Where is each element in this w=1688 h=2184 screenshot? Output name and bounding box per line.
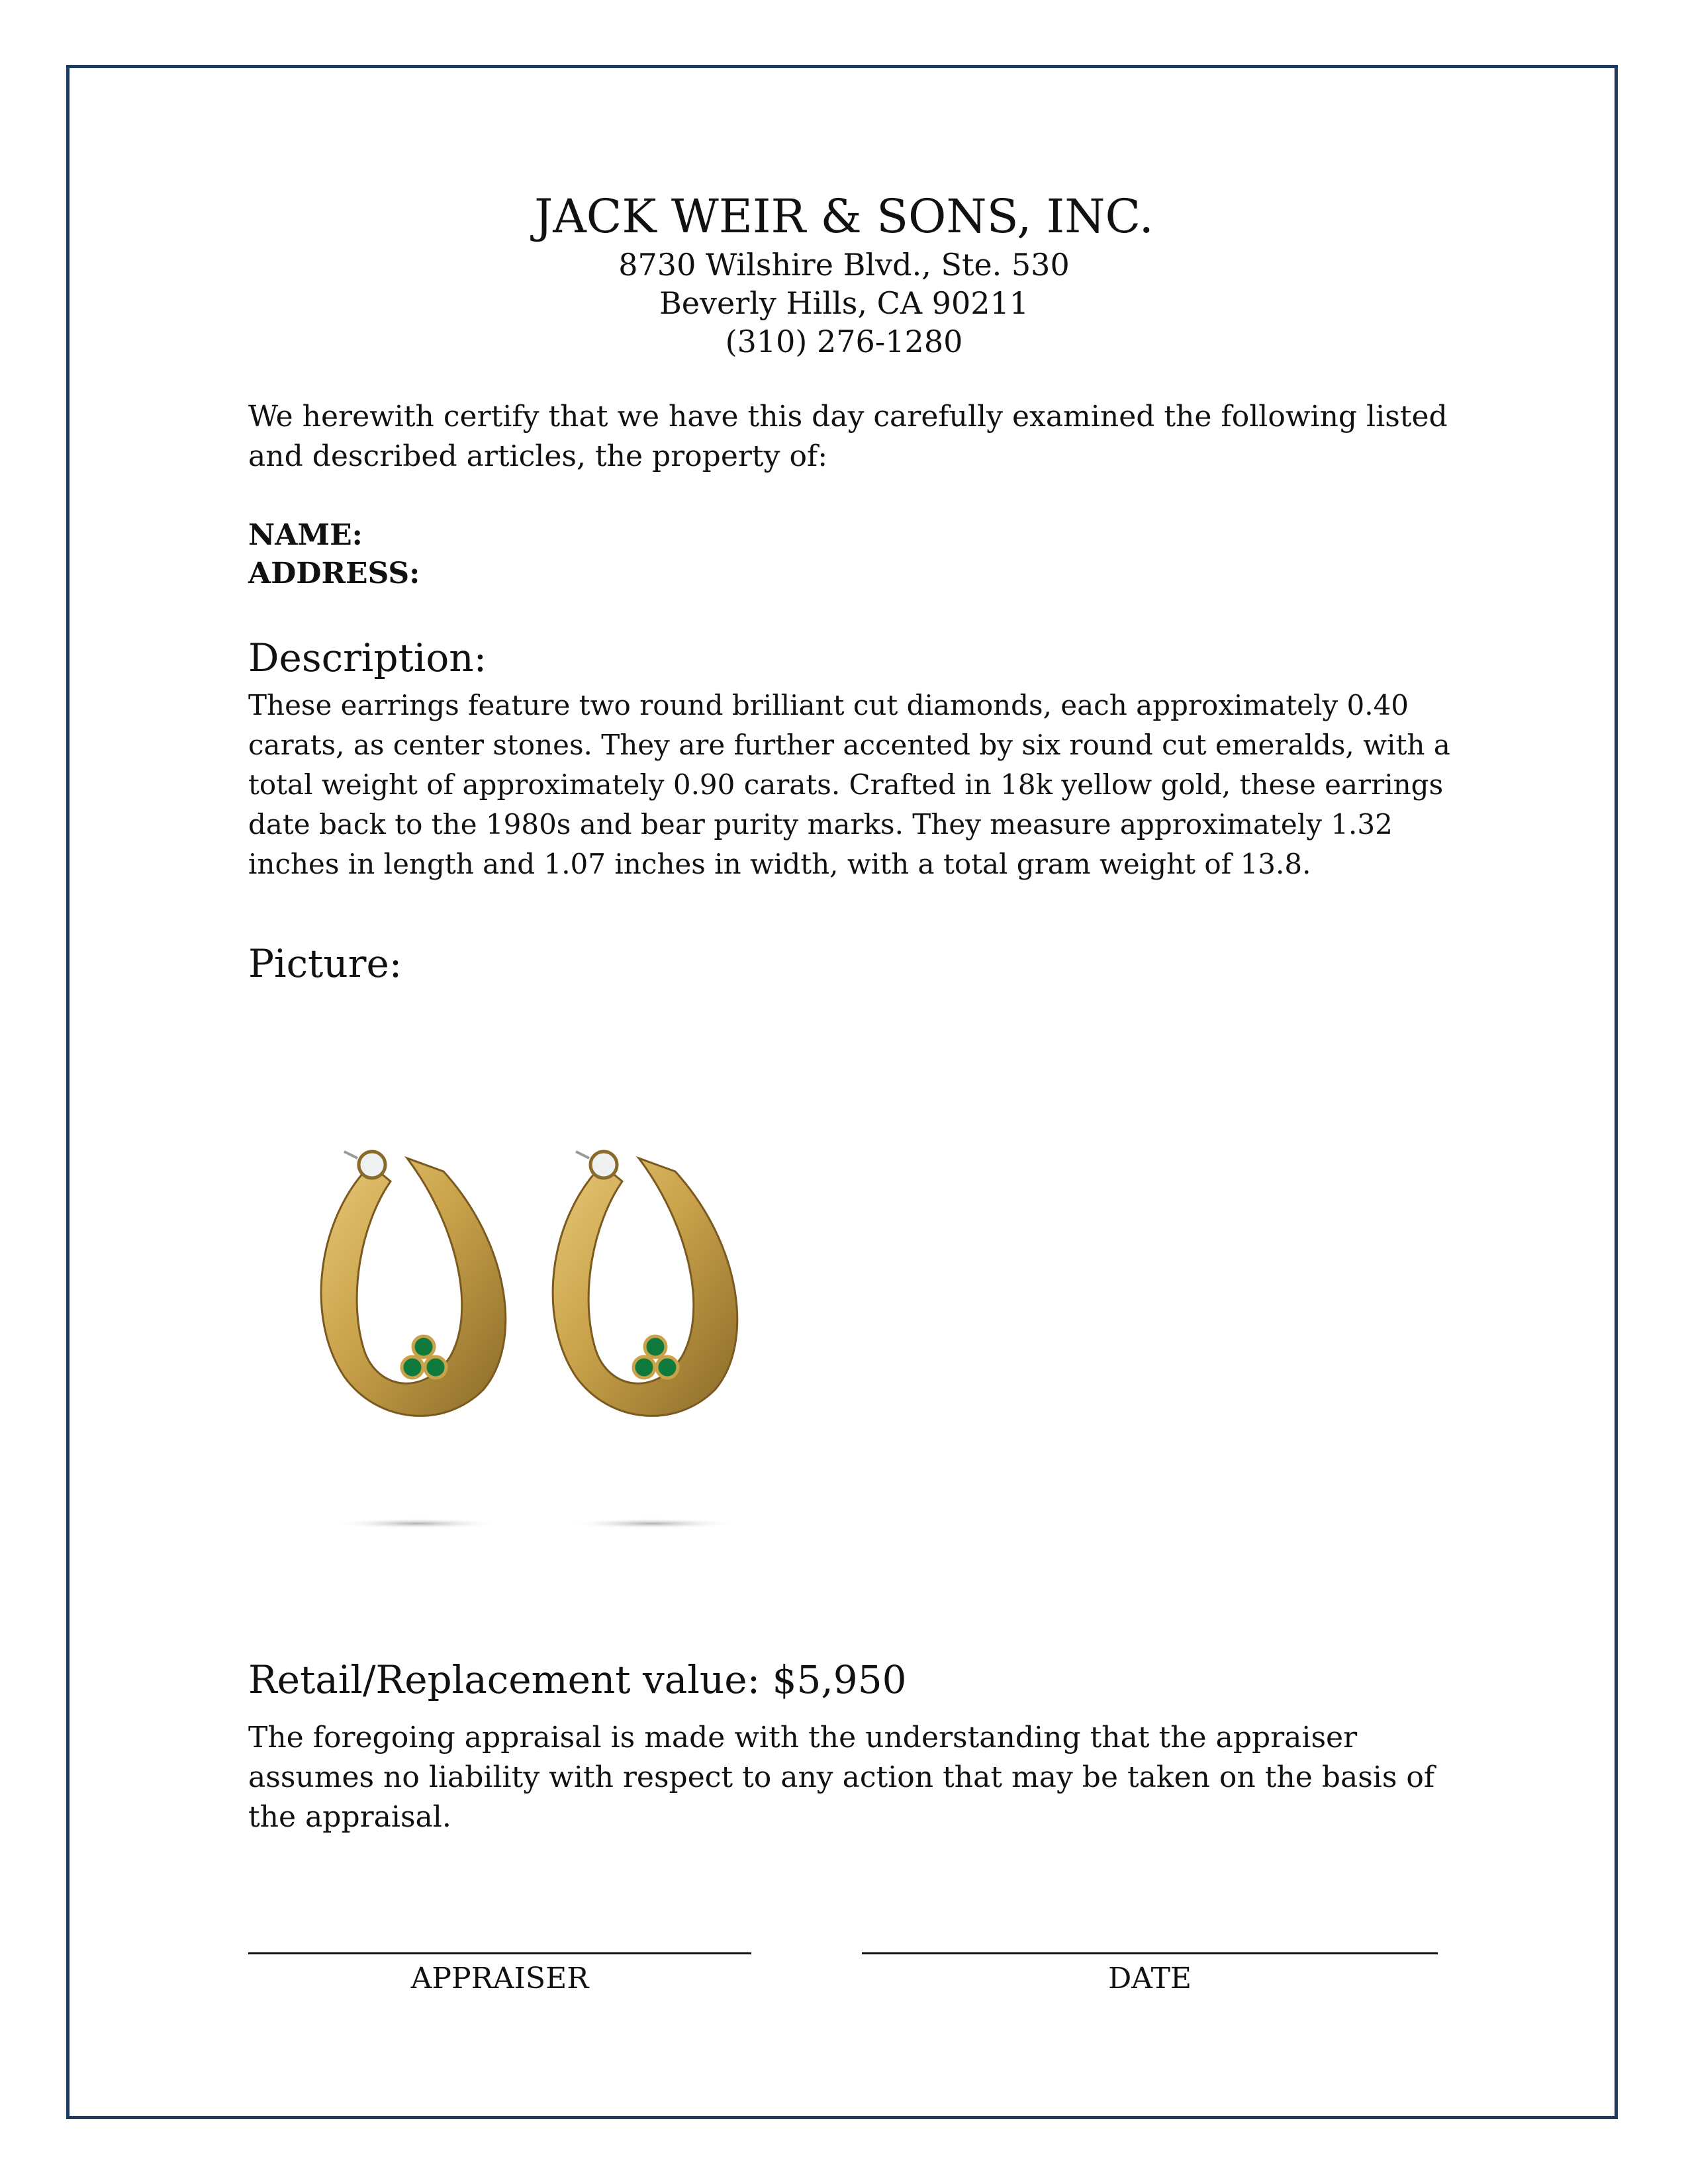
owner-address-label: ADDRESS: — [248, 557, 420, 590]
description-text: These earrings feature two round brilliant cut diamonds, each approximately 0.40 carats, as center stones. They are further accented by six round cut emeralds, with a total weight of approximately 0.90 carats. Crafted in 18k yellow gold, these earrings date back to the 1980s and bear purity marks. They measure approximately 1.32 inches in length and 1.07 inches in width, with a total gram weight of 13.8. — [248, 689, 1450, 880]
date-label: DATE — [1107, 1962, 1192, 1995]
retail-value-label: Retail/Replacement value: — [248, 1657, 761, 1702]
company-address-line1: 8730 Wilshire Blvd., Ste. 530 — [618, 247, 1070, 283]
retail-value — [248, 1655, 1453, 1705]
liability-disclaimer: The foregoing appraisal is made with the understanding that the appraiser assumes no liability with respect to any action that may be taken on the basis of the appraisal. — [248, 1721, 1435, 1834]
company-address-line2: Beverly Hills, CA 90211 — [659, 285, 1029, 321]
appraiser-label: APPRAISER — [410, 1962, 589, 1995]
earring-right — [553, 1152, 737, 1416]
appraiser-signature-line — [248, 1952, 751, 1954]
certification-statement: We herewith certify that we have this day carefully examined the following listed and described articles, the property of: — [248, 400, 1448, 473]
earrings-photo — [291, 1118, 794, 1549]
retail-value-amount: $5,950 — [772, 1657, 907, 1702]
earring-left — [321, 1152, 506, 1416]
description-heading: Description: — [248, 635, 487, 680]
owner-name-label: NAME: — [248, 518, 363, 552]
picture-heading: Picture: — [248, 941, 402, 986]
date-signature-line — [862, 1952, 1438, 1954]
company-name: JACK WEIR & SONS, INC. — [534, 189, 1154, 244]
company-phone: (310) 276-1280 — [725, 324, 963, 359]
